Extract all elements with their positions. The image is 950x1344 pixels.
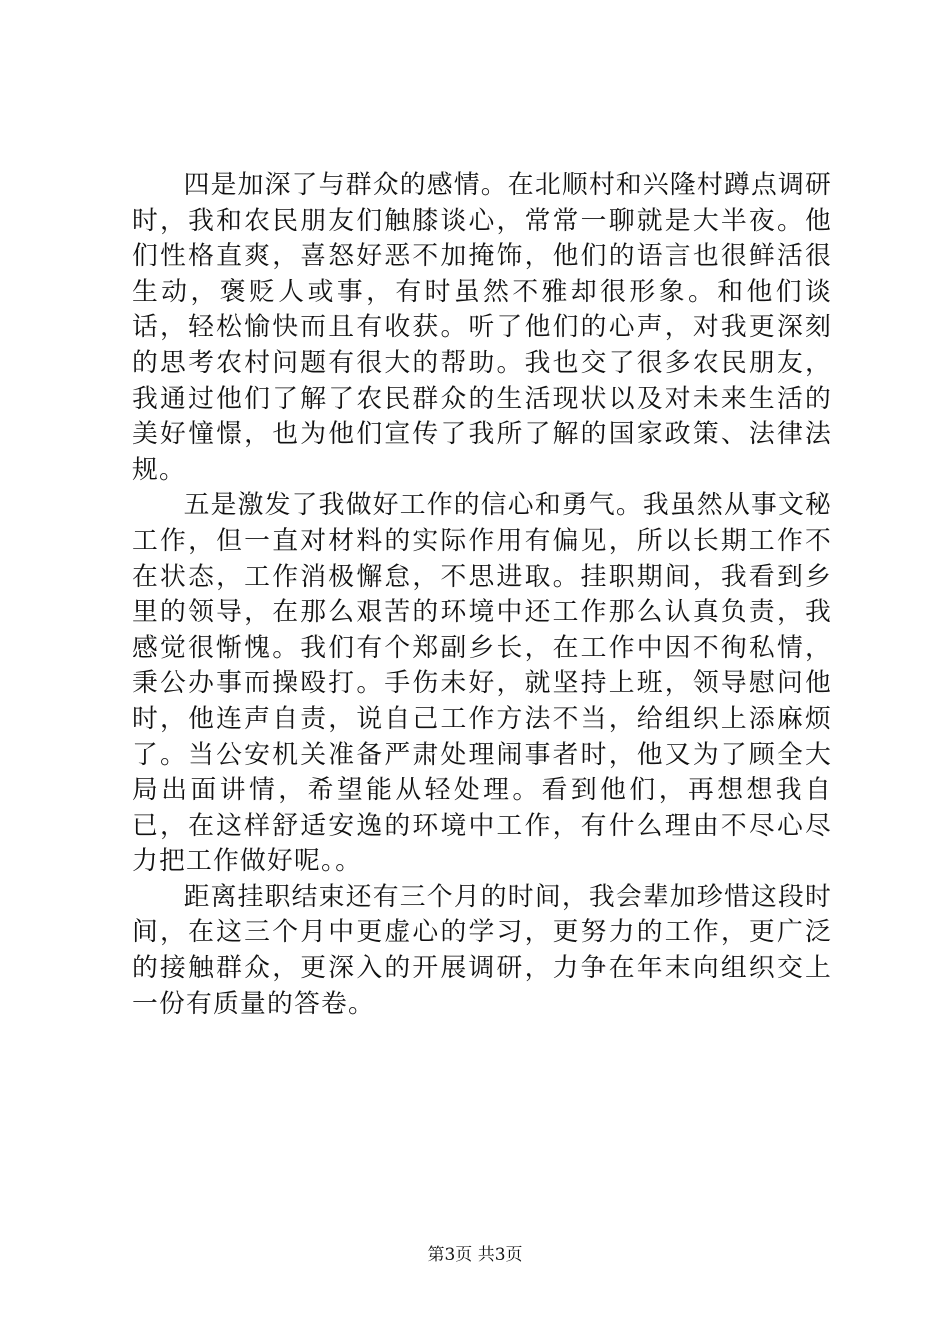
- paragraph-closing-remarks: 距离挂职结束还有三个月的时间，我会辈加珍惜这段时间，在这三个月中更虚心的学习，更努力的工作，更广泛的接触群众，更深入的开展调研，力争在年末向组织交上一份有质量的答卷。: [132, 881, 832, 1019]
- page-number-footer: 第3页 共3页: [427, 1245, 523, 1265]
- document-body: [132, 168, 832, 1022]
- paragraph-confidence-and-courage: 五是激发了我做好工作的信心和勇气。我虽然从事文秘工作，但一直对材料的实际作用有偏见，所以长期工作不在状态，工作消极懈怠，不思进取。挂职期间，我看到乡里的领导，在那么艰苦的环境中还工作那么认真负责，我感觉很惭愧。我们有个郑副乡长，在工作中因不徇私情，秉公办事而操殴打。手伤未好，就坚持上班，领导慰问他时，他连声自责，说自己工作方法不当，给组织上添麻烦了。当公安机关准备严肃处理闹事者时，他又为了顾全大局出面讲情，希望能从轻处理。看到他们，再想想我自已，在这样舒适安逸的环境中工作，有什么理由不尽心尽力把工作做好呢。。: [132, 490, 832, 877]
- paragraph-connection-with-people: 四是加深了与群众的感情。在北顺村和兴隆村蹲点调研时，我和农民朋友们触膝谈心，常常一聊就是大半夜。他们性格直爽，喜怒好恶不加掩饰，他们的语言也很鲜活很生动，褒贬人或事，有时虽然不雅却很形象。和他们谈话，轻松愉快而且有收获。听了他们的心声，对我更深刻的思考农村问题有很大的帮助。我也交了很多农民朋友，我通过他们了解了农民群众的生活现状以及对未来生活的美好憧憬，也为他们宣传了我所了解的国家政策、法律法规。: [132, 170, 832, 485]
